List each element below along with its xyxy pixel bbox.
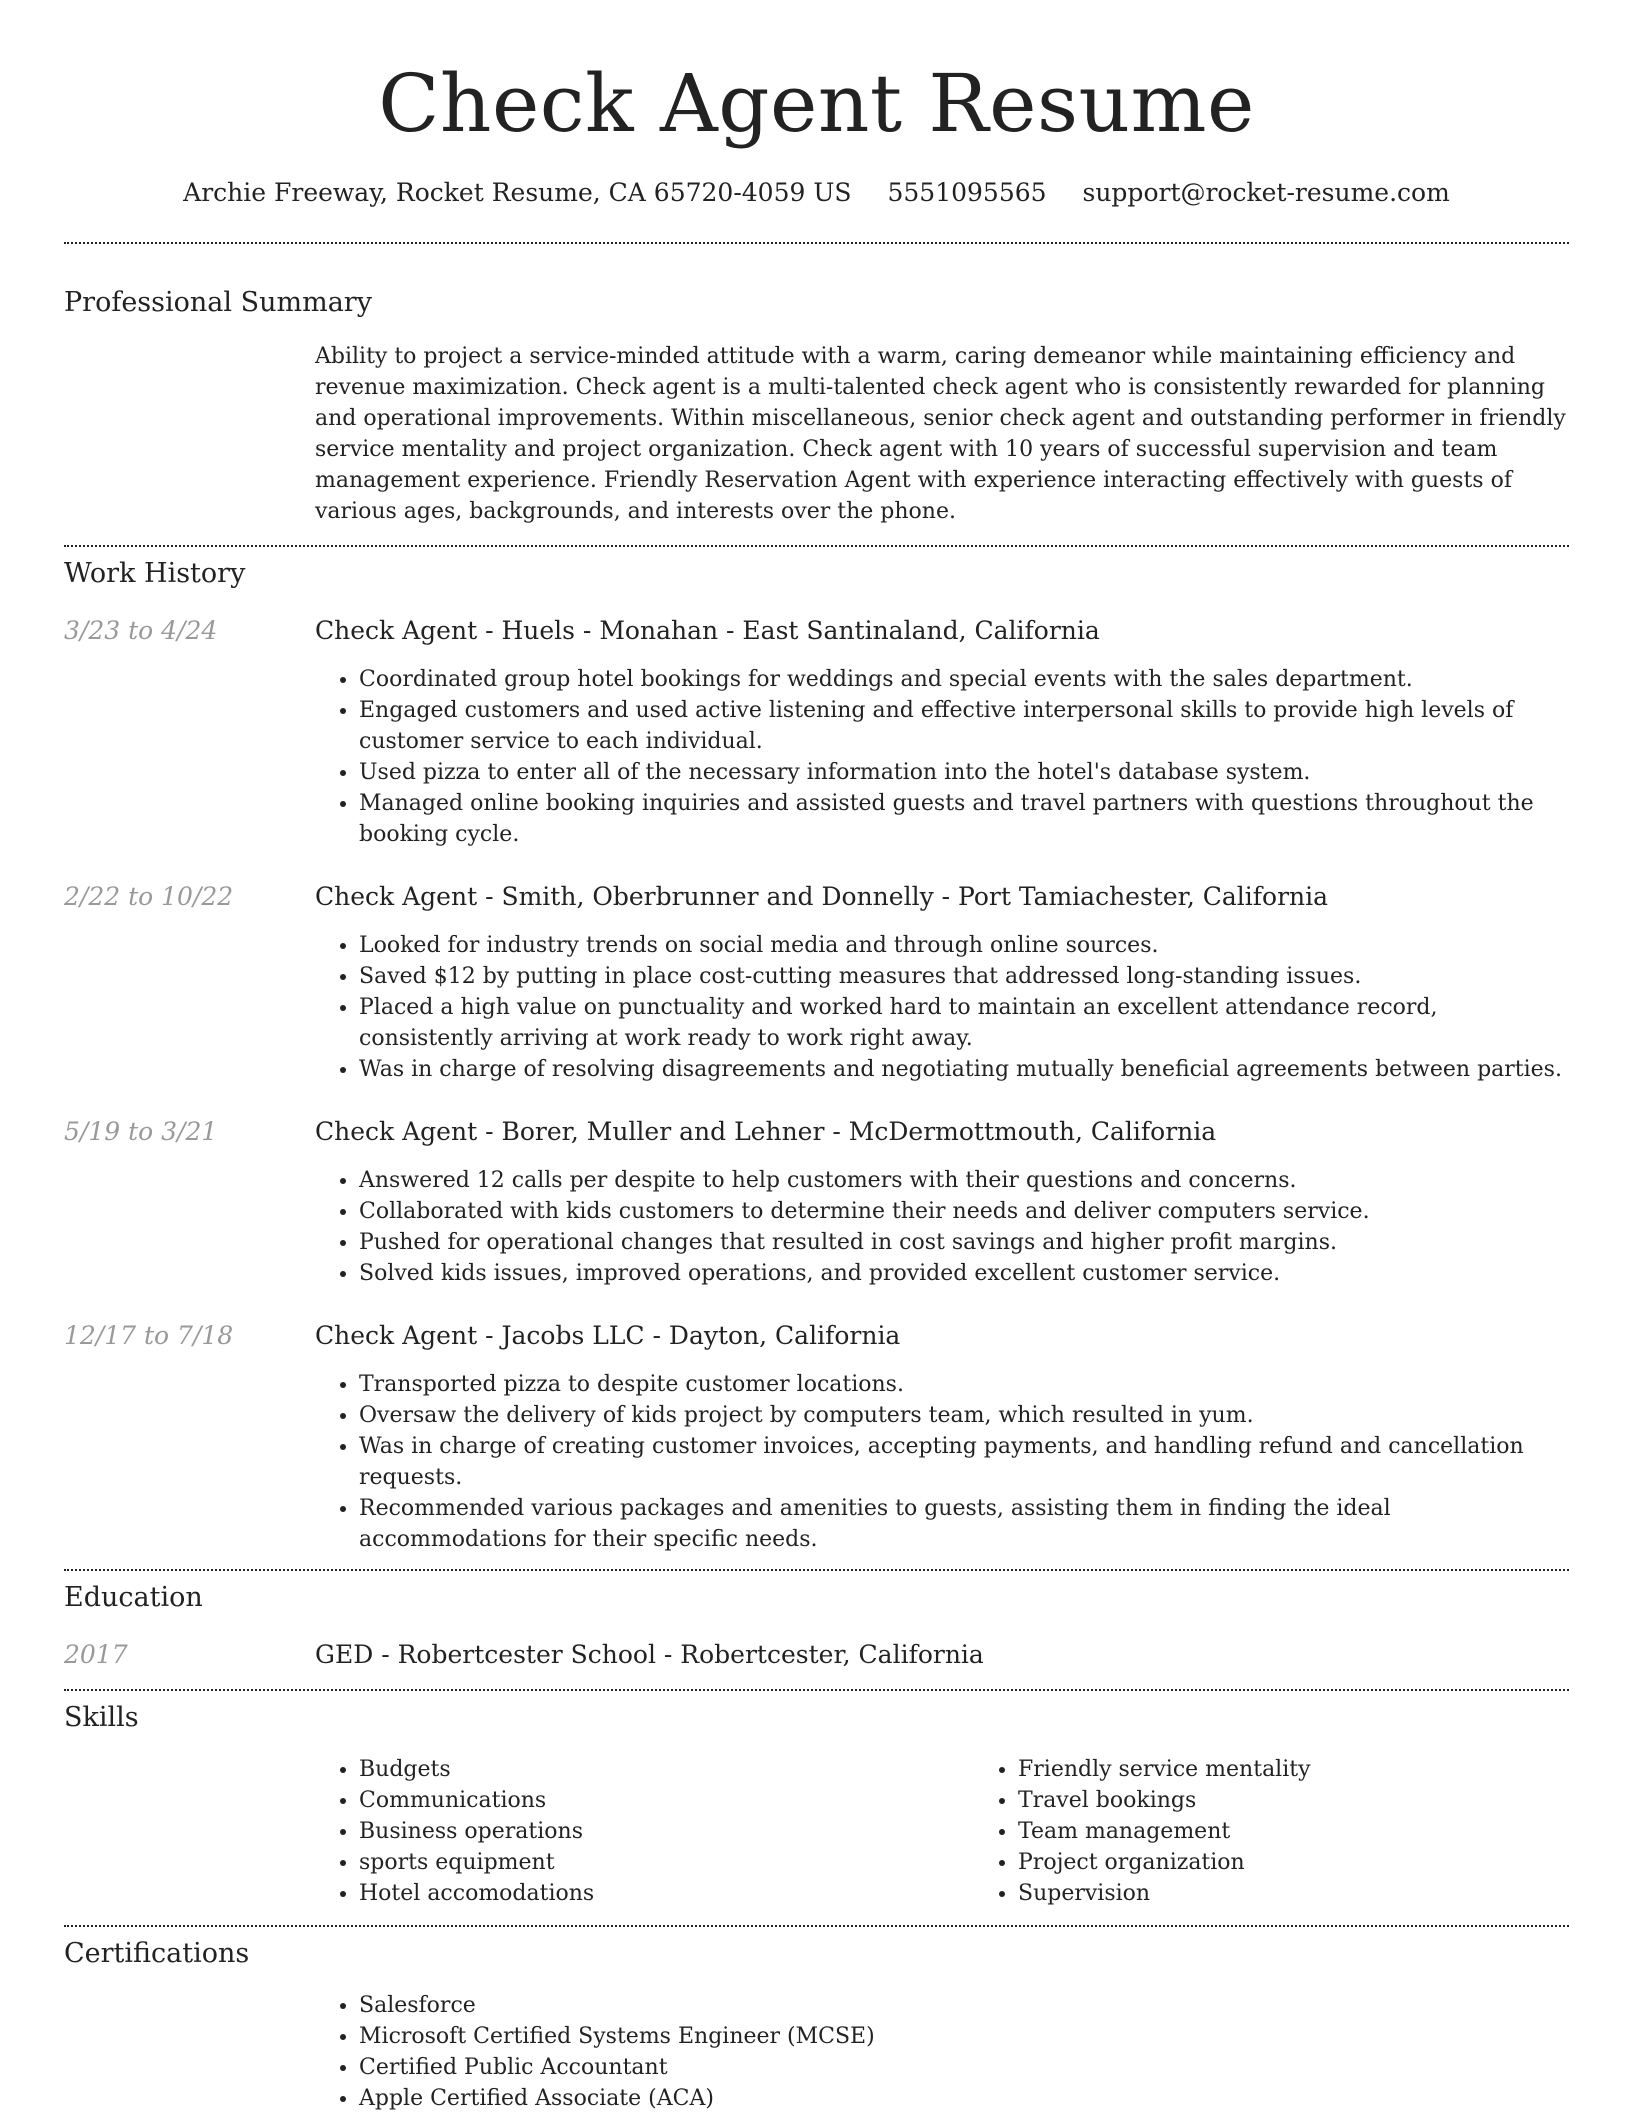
job-entry [64,882,1569,1085]
job-bullet: • Transported pizza to despite customer locations. [359,1369,1569,1400]
job-bullet: • Answered 12 calls per despite to help customers with their questions and concerns. [359,1165,1569,1196]
job-dates: 3/23 to 4/24 [64,616,218,645]
job-dates: 5/19 to 3/21 [64,1117,218,1146]
resume-title: Check Agent Resume [378,57,1255,150]
skill-item: • Project organization [1018,1847,1632,1878]
divider [64,1569,1569,1571]
job-bullet: • Placed a high value on punctuality and worked hard to maintain an excellent attendance record, consistently arriving at work ready to work right away. [359,992,1569,1054]
education-section [64,1582,1569,1670]
certification-item: • Microsoft Certified Systems Engineer (MCSE) [359,2021,1569,2052]
divider [64,1689,1569,1691]
skill-item: • Business operations [359,1816,974,1847]
skill-item: • Communications [359,1785,974,1816]
resume-page [64,0,1569,2114]
job-bullet: • Saved $12 by putting in place cost-cutting measures that addressed long-standing issues. [359,961,1569,992]
job-title: Check Agent - Smith, Oberbrunner and Donnelly - Port Tamiachester, California [315,882,1329,911]
skill-item: • Hotel accomodations [359,1878,974,1909]
job-bullet: • Solved kids issues, improved operations, and provided excellent customer service. [359,1258,1569,1289]
skill-item: • Supervision [1018,1878,1632,1909]
education-entry: GED - Robertcester School - Robertcester, California [315,1640,984,1669]
contact-line [64,178,1569,208]
job-title: Check Agent - Huels - Monahan - East Santinaland, California [315,616,1100,645]
job-dates: 12/17 to 7/18 [64,1321,234,1350]
job-bullet: • Collaborated with kids customers to determine their needs and deliver computers service. [359,1196,1569,1227]
skill-item: • Friendly service mentality [1018,1754,1632,1785]
job-bullet: • Engaged customers and used active listening and effective interpersonal skills to provide high levels of customer service to each individual. [359,695,1569,757]
job-bullet: • Coordinated group hotel bookings for weddings and special events with the sales department. [359,664,1569,695]
certifications-heading: Certifications [64,1938,250,1969]
certification-item: • Certified Public Accountant [359,2052,1569,2083]
job-entry [64,1117,1569,1289]
job-title: Check Agent - Borer, Muller and Lehner - McDermottmouth, California [315,1117,1217,1146]
job-bullet: • Used pizza to enter all of the necessary information into the hotel's database system. [359,757,1569,788]
education-heading: Education [64,1582,203,1613]
contact-email: support@rocket-resume.com [1082,178,1450,207]
skills-heading: Skills [64,1702,139,1733]
job-title: Check Agent - Jacobs LLC - Dayton, California [315,1321,901,1350]
work-history-heading: Work History [64,558,246,589]
skill-item: • Team management [1018,1816,1632,1847]
contact-address: Archie Freeway, Rocket Resume, CA 65720-4059 US [183,178,852,207]
skill-item: • sports equipment [359,1847,974,1878]
job-entry [64,1321,1569,1555]
divider [64,545,1569,547]
skill-item: • Budgets [359,1754,974,1785]
job-bullet: • Pushed for operational changes that resulted in cost savings and higher profit margins. [359,1227,1569,1258]
job-bullet: • Looked for industry trends on social media and through online sources. [359,930,1569,961]
summary-text: Ability to project a service-minded attitude with a warm, caring demeanor while maintaining efficiency and revenue maximization. Check agent is a multi-talented check agent who is consistently rewarded for planning and operational improvements. Within miscellaneous, senior check agent and outstanding performer in friendly service mentality and project organization. Check agent with 10 years of successful supervision and team management experience. Friendly Reservation Agent with experience interacting effectively with guests of various ages, backgrounds, and interests over the phone. [315,344,1566,524]
job-bullet: • Was in charge of creating customer invoices, accepting payments, and handling refund and cancellation requests. [359,1431,1569,1493]
job-bullet: • Was in charge of resolving disagreements and negotiating mutually beneficial agreements between parties. [359,1054,1569,1085]
job-bullet: • Managed online booking inquiries and assisted guests and travel partners with questions throughout the booking cycle. [359,788,1569,850]
work-history-section [64,558,1569,1555]
skills-list-right [974,1754,1632,1909]
certification-item: • Salesforce [359,1990,1569,2021]
job-bullet: • Oversaw the delivery of kids project by computers team, which resulted in yum. [359,1400,1569,1431]
skill-item: • Travel bookings [1018,1785,1632,1816]
divider [64,242,1569,244]
certification-item: • Apple Certified Associate (ACA) [359,2083,1569,2114]
education-year: 2017 [64,1640,128,1669]
certifications-list [315,1990,1569,2114]
contact-phone: 5551095565 [887,178,1047,207]
divider [64,1925,1569,1927]
job-bullet: • Recommended various packages and amenities to guests, assisting them in finding the ideal accommodations for their specific needs. [359,1493,1569,1555]
job-dates: 2/22 to 10/22 [64,882,234,911]
skills-list-left [315,1754,974,1909]
skills-section [64,1702,1569,1909]
job-entry [64,616,1569,850]
certifications-section [64,1938,1569,2114]
summary-heading: Professional Summary [64,287,372,318]
summary-section [64,287,1569,527]
